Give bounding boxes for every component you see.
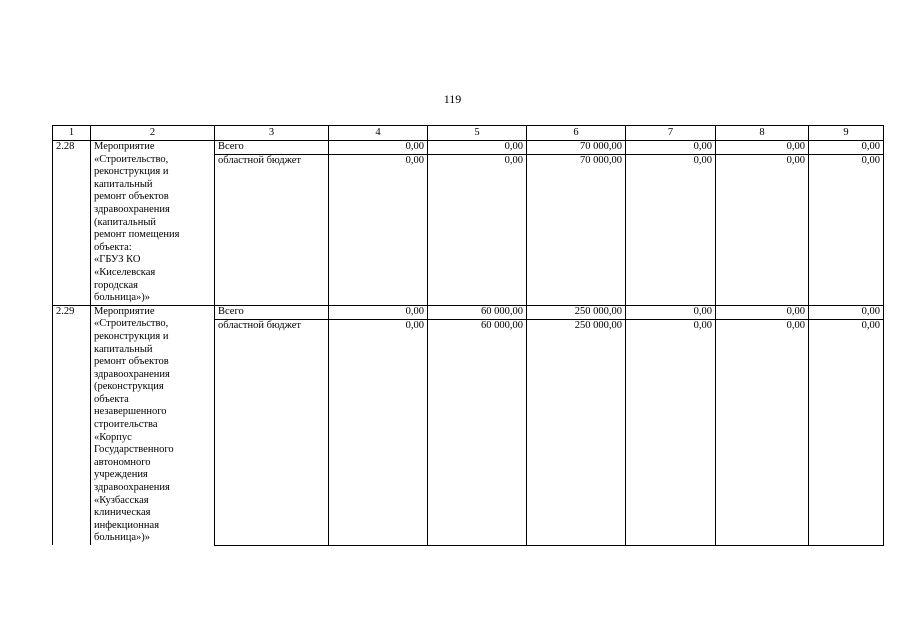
value-cell: 0,00 — [809, 319, 884, 545]
column-header: 2 — [91, 126, 215, 141]
value-cell: 70 000,00 — [527, 141, 626, 155]
header-row — [53, 126, 884, 141]
value-cell: 0,00 — [716, 305, 809, 319]
value-cell: 0,00 — [428, 141, 527, 155]
column-header: 7 — [626, 126, 716, 141]
column-header: 3 — [215, 126, 329, 141]
column-header: 5 — [428, 126, 527, 141]
value-cell: 0,00 — [626, 305, 716, 319]
value-cell: 0,00 — [809, 155, 884, 306]
column-header: 8 — [716, 126, 809, 141]
table-row — [53, 305, 884, 319]
funding-source: Всего — [215, 141, 329, 155]
value-cell: 0,00 — [329, 305, 428, 319]
value-cell: 0,00 — [626, 155, 716, 306]
value-cell: 250 000,00 — [527, 305, 626, 319]
column-header: 4 — [329, 126, 428, 141]
value-cell: 0,00 — [428, 155, 527, 306]
column-header: 6 — [527, 126, 626, 141]
value-cell: 0,00 — [716, 141, 809, 155]
value-cell: 70 000,00 — [527, 155, 626, 306]
value-cell: 0,00 — [626, 141, 716, 155]
value-cell: 0,00 — [716, 319, 809, 545]
column-header: 1 — [53, 126, 91, 141]
funding-source: областной бюджет — [215, 155, 329, 306]
row-code: 2.29 — [53, 305, 91, 545]
budget-table — [52, 125, 884, 546]
activity-name: Мероприятие «Строительство, реконструкция и капитальный ремонт объектов здравоохранения (капитальный ремонт помещения объекта: «ГБУЗ КО «Киселевская городская больница»)» — [91, 141, 215, 306]
row-code: 2.28 — [53, 141, 91, 306]
value-cell: 0,00 — [809, 305, 884, 319]
funding-source: областной бюджет — [215, 319, 329, 545]
activity-name: Мероприятие «Строительство, реконструкция и капитальный ремонт объектов здравоохранения (реконструкция объекта незавершенного строительства «Корпус Государственного автономного учреждения здравоохранения «Кузбасская клиническая инфекционная больница»)» — [91, 305, 215, 545]
value-cell: 0,00 — [329, 155, 428, 306]
value-cell: 250 000,00 — [527, 319, 626, 545]
table-row — [53, 141, 884, 155]
value-cell: 0,00 — [716, 155, 809, 306]
value-cell: 0,00 — [329, 319, 428, 545]
funding-source: Всего — [215, 305, 329, 319]
column-header: 9 — [809, 126, 884, 141]
value-cell: 60 000,00 — [428, 305, 527, 319]
value-cell: 0,00 — [329, 141, 428, 155]
value-cell: 60 000,00 — [428, 319, 527, 545]
value-cell: 0,00 — [626, 319, 716, 545]
page-number: 119 — [443, 92, 462, 106]
value-cell: 0,00 — [809, 141, 884, 155]
